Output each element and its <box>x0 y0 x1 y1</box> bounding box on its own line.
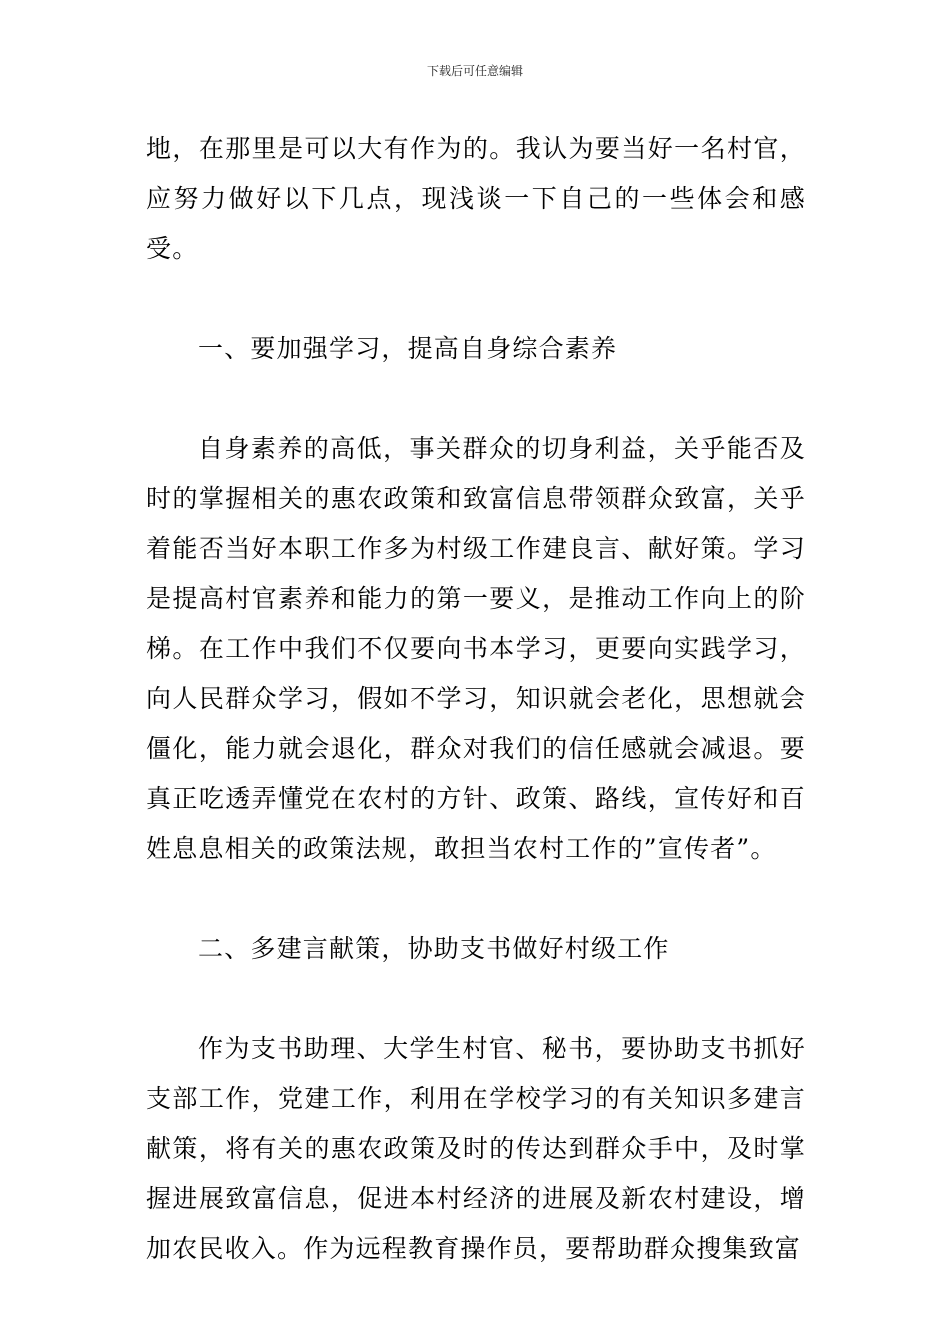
paragraph-gap <box>146 374 806 424</box>
paragraph-gap <box>146 274 806 324</box>
paragraph-3: 作为支书助理、大学生村官、秘书，要协助支书抓好支部工作，党建工作，利用在学校学习的有关知识多建言献策，将有关的惠农政策及时的传达到群众手中，及时掌握进展致富信息，促进本村经济的进展及新农村建设，增加农民收入。作为远程教育操作员，要帮助群众搜集致富 <box>146 1034 806 1263</box>
paragraph-gap <box>146 974 806 1024</box>
document-body <box>146 124 806 1274</box>
section-heading-1: 一、要加强学习，提高自身综合素养 <box>198 334 618 363</box>
page-header-note: 下载后可任意编辑 <box>426 64 523 78</box>
paragraph-1: 地，在那里是可以大有作为的。我认为要当好一名村官，应努力做好以下几点，现浅谈一下自己的一些体会和感受。 <box>146 134 806 263</box>
paragraph-gap <box>146 874 806 924</box>
paragraph-2: 自身素养的高低，事关群众的切身利益，关乎能否及时的掌握相关的惠农政策和致富信息带领群众致富，关乎着能否当好本职工作多为村级工作建良言、献好策。学习是提高村官素养和能力的第一要义，是推动工作向上的阶梯。在工作中我们不仅要向书本学习，更要向实践学习，向人民群众学习，假如不学习，知识就会老化，思想就会僵化，能力就会退化，群众对我们的信任感就会减退。要真正吃透弄懂党在农村的方针、政策、路线，宣传好和百姓息息相关的政策法规，敢担当农村工作的”宣传者”。 <box>146 434 806 863</box>
section-heading-2: 二、多建言献策，协助支书做好村级工作 <box>198 934 670 963</box>
